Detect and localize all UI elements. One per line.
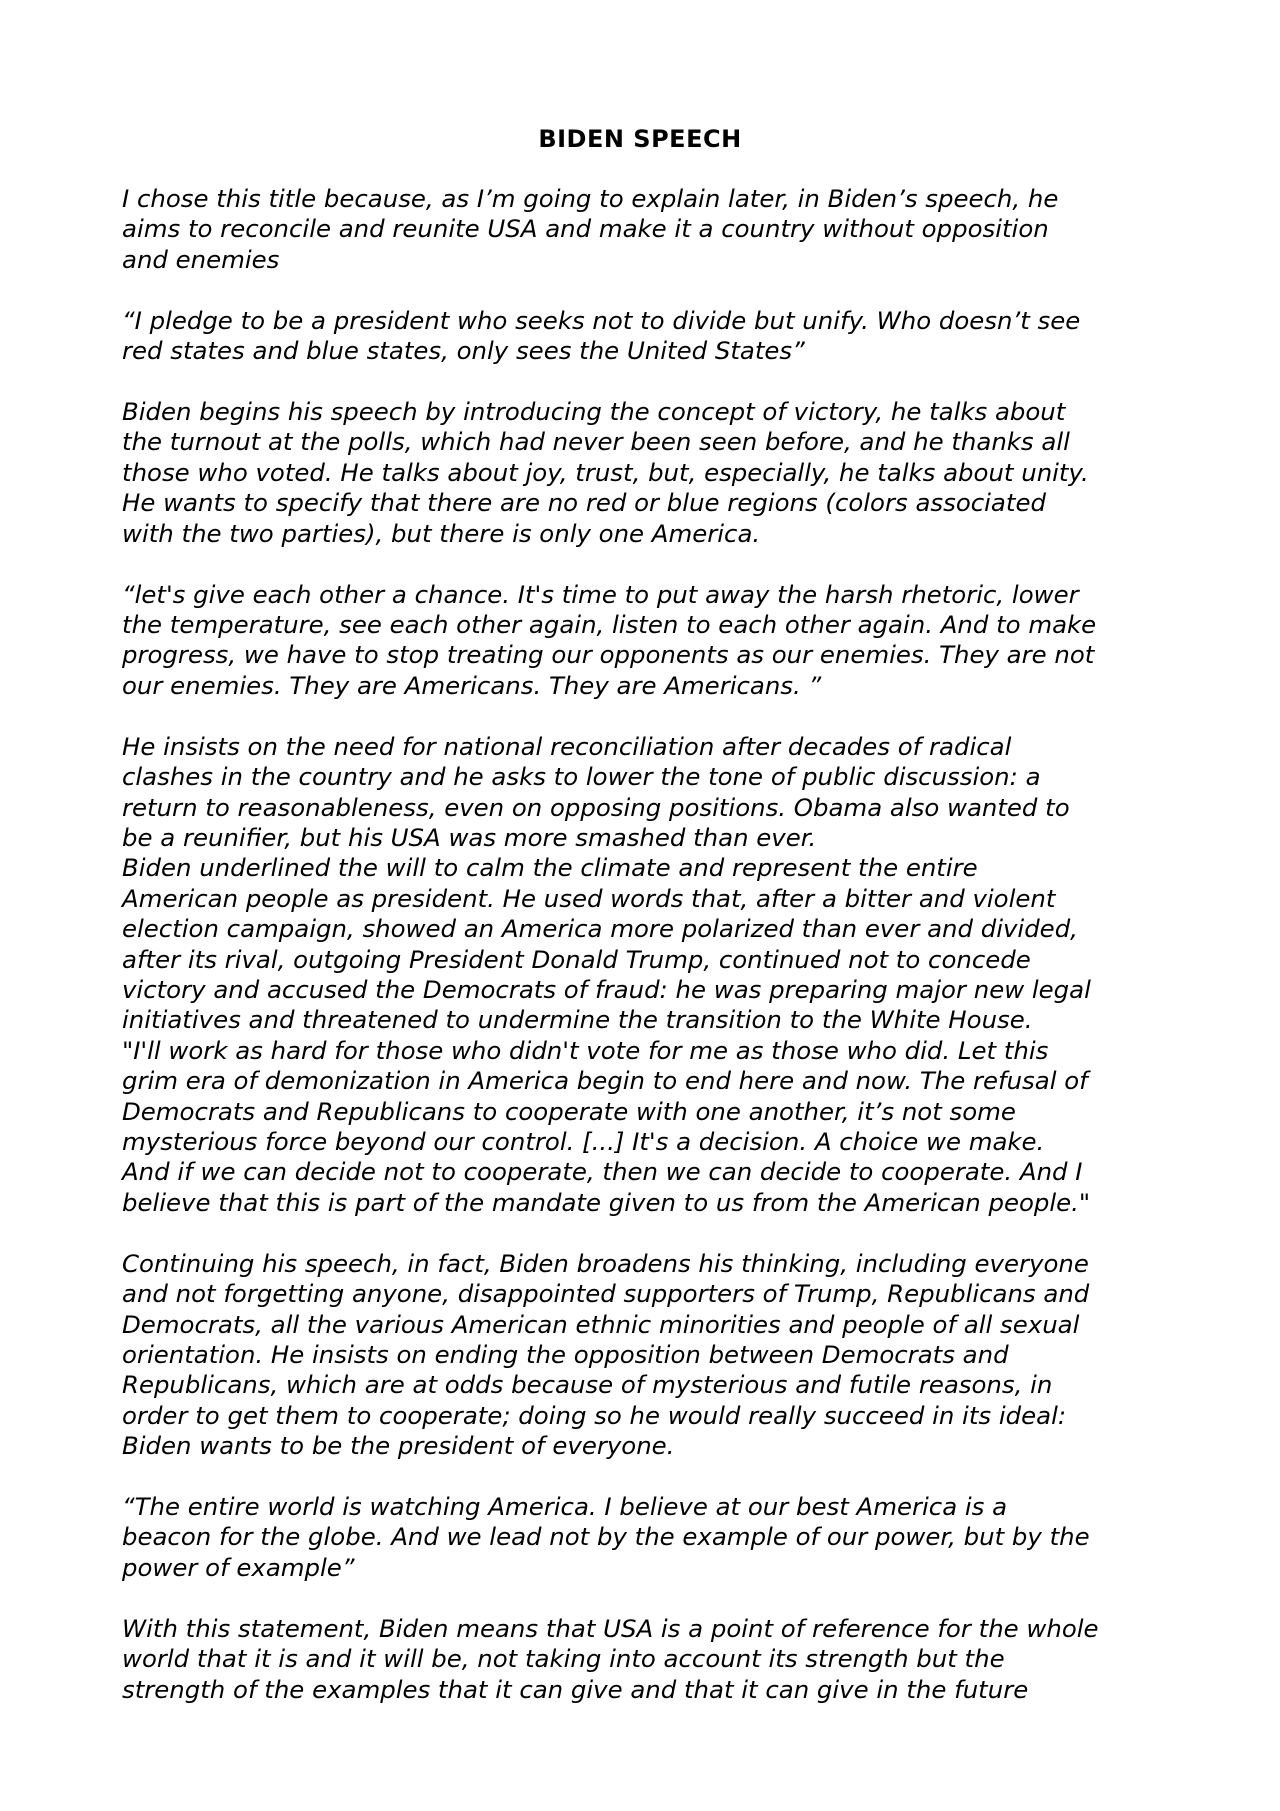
inclusion-paragraph: Continuing his speech, in fact, Biden broadens his thinking, including everyone and not forgetting anyone, disappointed supporters of Trump, Republicans and Democrats, all the various American ethnic minorities and people of all sexual orientation. He insists on ending the opposition between Democrats and Republicans, which are at odds because of mysterious and futile reasons, in order to get them to cooperate; doing so he would really succeed in its ideal: Biden wants to be the president of everyone. [122,1248,1090,1461]
document-body [122,184,1182,1705]
victory-paragraph: Biden begins his speech by introducing the concept of victory, he talks about the turnout at the polls, which had never been seen before, and he thanks all those who voted. He talks about joy, trust, but, especially, he talks about unity. He wants to specify that there are no red or blue regions (colors associated with the two parties), but there is only one America. [122,397,1089,548]
quote-paragraph-unify: “I pledge to be a president who seeks not to divide but unify. Who doesn’t see red states and blue states, only sees the United States” [122,305,1081,366]
calm-climate-paragraph: Biden underlined the will to calm the climate and represent the entire American people as president. He used words that, after a bitter and violent election campaign, showed an America more polarized than ever and divided, after its rival, outgoing President Donald Trump, continued not to concede victory and accused the Democrats of fraud: he was preparing major new legal initiatives and threatened to undermine the transition to the White House. [122,853,1091,1035]
document-title: BIDEN SPEECH [538,125,742,153]
intro-paragraph: I chose this title because, as I’m going to explain later, in Biden’s speech, he aims to reconcile and reunite USA and make it a country without opposition and enemies [122,184,1059,274]
quote-paragraph-chance: “let's give each other a chance. It's time to put away the harsh rhetoric, lower the temperature, see each other again, listen to each other again. And to make progress, we have to stop treating our opponents as our enemies. They are not our enemies. They are Americans. They are Americans. ” [122,579,1097,700]
reconciliation-paragraph: He insists on the need for national reconciliation after decades of radical clashes in the country and he asks to lower the tone of public discussion: a return to reasonableness, even on opposing positions. Obama also wanted to be a reunifier, but his USA was more smashed than ever. [122,731,1070,852]
quote-paragraph-cooperate: "I'll work as hard for those who didn't vote for me as those who did. Let this grim era of demonization in America begin to end here and now. The refusal of Democrats and Republicans to cooperate with one another, it’s not some mysterious force beyond our control. [...] It's a decision. A choice we make. And if we can decide not to cooperate, then we can decide to cooperate. And I believe that this is part of the mandate given to us from the American people." [122,1035,1091,1217]
conclusion-paragraph: With this statement, Biden means that USA is a point of reference for the whole world that it is and it will be, not taking into account its strength but the strength of the examples that it can give and that it can give in the future [122,1613,1099,1704]
quote-paragraph-world: “The entire world is watching America. I believe at our best America is a beacon for the globe. And we lead not by the example of our power, but by the power of example” [122,1492,1090,1582]
